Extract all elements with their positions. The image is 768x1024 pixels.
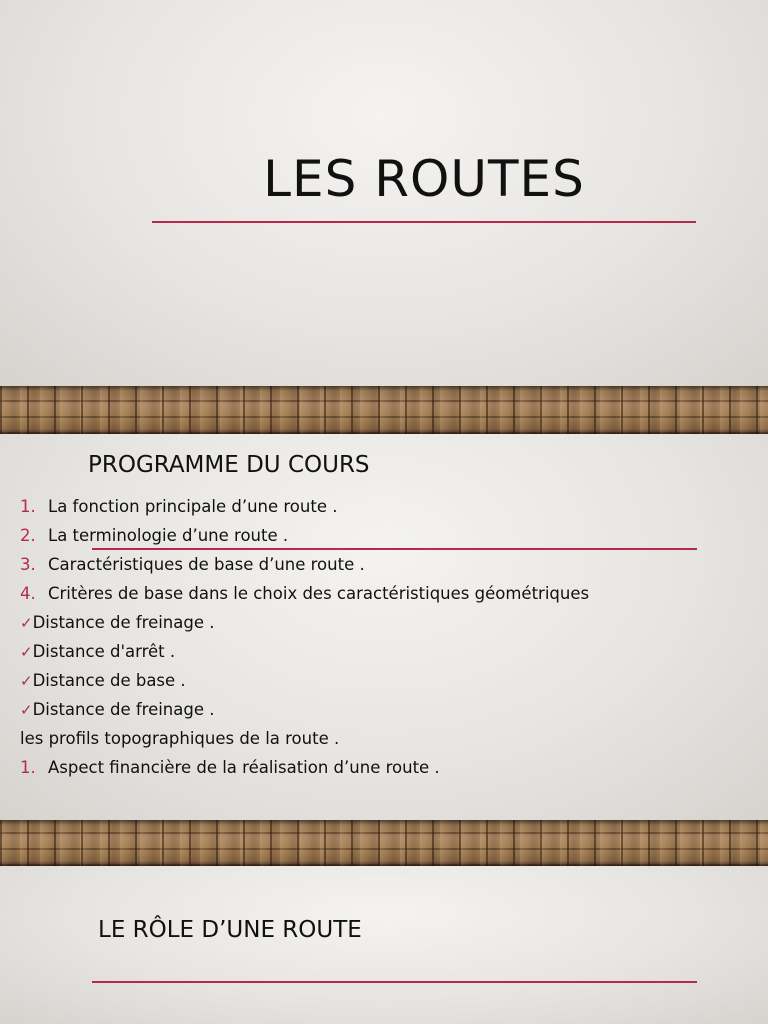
list-item	[20, 695, 589, 724]
list-item-text: les profils topographiques de la route .	[20, 729, 340, 748]
list-item	[20, 550, 589, 579]
wood-floor-divider	[0, 386, 768, 434]
list-number: 1.	[20, 497, 36, 516]
checkmark-icon: ✓	[20, 643, 33, 661]
slide-title: LE RÔLE D’UNE ROUTE	[98, 917, 362, 943]
title-underline	[152, 221, 696, 223]
list-item	[20, 724, 589, 753]
list-item	[20, 521, 589, 550]
list-number: 4.	[20, 584, 36, 603]
title-underline	[92, 981, 697, 983]
list-item	[20, 492, 589, 521]
list-number: 3.	[20, 555, 36, 574]
list-item-text: Distance de freinage .	[32, 613, 215, 632]
list-item-text: Aspect financière de la réalisation d’une route .	[48, 758, 440, 777]
list-number: 2.	[20, 526, 36, 545]
list-item-text: La fonction principale d’une route .	[48, 497, 338, 516]
list-item	[20, 753, 589, 782]
checkmark-icon: ✓	[20, 701, 33, 719]
slide-title: LES ROUTES	[263, 150, 585, 208]
slide-3	[0, 866, 768, 1024]
slide-1	[0, 0, 768, 386]
checkmark-icon: ✓	[20, 614, 33, 632]
list-number: 1.	[20, 758, 36, 777]
list-item	[20, 579, 589, 608]
list-item-text: La terminologie d’une route .	[48, 526, 289, 545]
wood-floor-divider	[0, 820, 768, 866]
list-item	[20, 637, 589, 666]
list-item-text: Distance de freinage .	[32, 700, 215, 719]
course-program-list	[20, 492, 589, 782]
list-item-text: Distance d'arrêt .	[32, 642, 176, 661]
list-item	[20, 608, 589, 637]
list-item-text: Distance de base .	[32, 671, 186, 690]
slide-title: PROGRAMME DU COURS	[88, 452, 370, 478]
list-item-text: Critères de base dans le choix des caractéristiques géométriques	[48, 584, 590, 603]
list-item-text: Caractéristiques de base d’une route .	[48, 555, 365, 574]
checkmark-icon: ✓	[20, 672, 33, 690]
list-item	[20, 666, 589, 695]
